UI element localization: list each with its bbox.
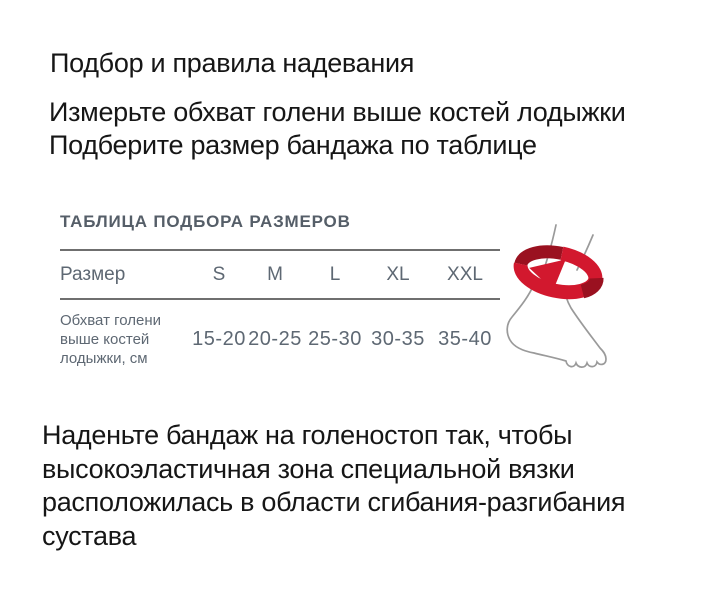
girth-label-line-3: лодыжки, см: [60, 350, 148, 367]
girth-cell-xxl: 35-40: [438, 328, 492, 350]
outro-paragraph: [42, 419, 625, 553]
outro-line-1: Наденьте бандаж на голеностоп так, чтобы: [42, 420, 573, 450]
size-cell-xxl: XXL: [447, 263, 483, 285]
table-row-sizes: [60, 251, 500, 298]
girth-cell-s: 15-20: [192, 328, 246, 350]
measuring-band: [517, 246, 599, 299]
size-table-section: [60, 212, 500, 368]
intro-line-2: Подберите размер бандажа по таблице: [49, 130, 537, 160]
outro-line-2: высокоэластичная зона специальной вязки: [42, 453, 575, 484]
page-title: Подбор и правила надевания: [50, 48, 415, 79]
size-row-label: Размер: [60, 263, 126, 285]
size-cell-m: M: [267, 263, 283, 285]
size-cell-s: S: [212, 263, 226, 285]
band-wrap-end-segment: [582, 276, 596, 294]
table-rule-middle: [60, 298, 500, 300]
girth-row-label: [60, 311, 192, 368]
size-cell-xl: XL: [386, 263, 410, 285]
ankle-illustration: [496, 214, 660, 378]
outro-line-4: сустава: [42, 520, 137, 551]
size-cell-l: L: [329, 263, 341, 285]
girth-cell-m: 20-25: [248, 328, 302, 350]
intro-line-1: Измерьте обхват голени выше костей лодыжки: [49, 97, 626, 127]
intro-paragraph: [49, 96, 626, 162]
girth-cell-xl: 30-35: [371, 328, 425, 350]
outro-line-3: расположилась в области сгибания-разгибания: [42, 487, 626, 517]
size-table-title: ТАБЛИЦА ПОДБОРА РАЗМЕРОВ: [60, 212, 351, 231]
table-row-girth: [60, 311, 500, 368]
girth-label-line-2: выше костей: [60, 331, 150, 348]
girth-label-line-1: Обхват голени: [60, 312, 162, 329]
girth-cell-l: 25-30: [308, 328, 362, 350]
